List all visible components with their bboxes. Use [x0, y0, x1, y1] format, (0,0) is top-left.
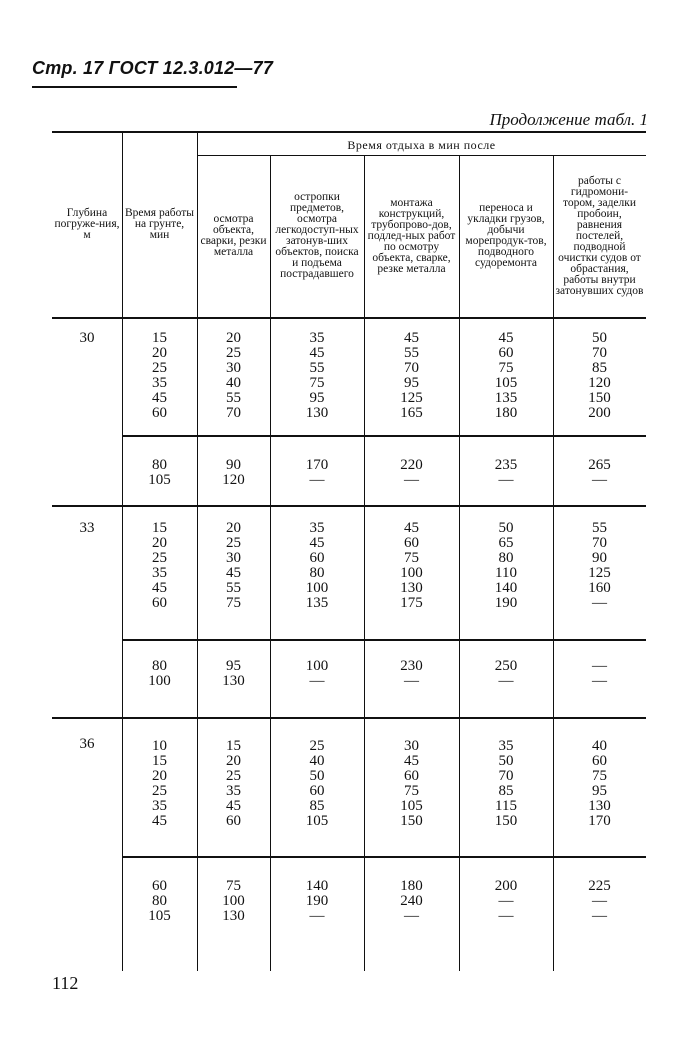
table-value: 45 — [152, 580, 167, 596]
table-value: 60 — [152, 595, 167, 611]
table-value: 60 — [309, 783, 325, 799]
table-value: 125 — [400, 390, 423, 406]
table-value: 100 — [148, 673, 171, 689]
value-cell-c1 — [197, 879, 270, 924]
table-value: 75 — [498, 360, 514, 376]
table-value: — — [498, 673, 514, 689]
table-value: 100 — [305, 580, 329, 596]
table-value: 10 — [152, 738, 167, 754]
header-rule — [32, 86, 237, 88]
table-value: 40 — [592, 738, 607, 754]
value-cell-c5 — [553, 879, 646, 924]
table-value: 235 — [494, 457, 518, 473]
value-cell-c5 — [553, 521, 646, 611]
value-cell-c3 — [364, 331, 459, 421]
table-value: 60 — [404, 768, 419, 784]
column-header-7 — [555, 157, 644, 315]
header-bottom-rule — [52, 317, 646, 319]
table-value: 55 — [592, 520, 607, 536]
table-value: 20 — [226, 330, 241, 346]
table-value: 230 — [400, 658, 423, 674]
column-header-label: работы с гидромони-тором, заделки пробоин, равнения постелей, подводной очистки судов от обрастания, работы внутри затонувших судов — [555, 174, 644, 297]
table-value: 110 — [495, 565, 517, 581]
table-value: 45 — [404, 520, 419, 536]
table-value: 25 — [152, 783, 167, 799]
page-header: Стр. 17 ГОСТ 12.3.012—77 — [32, 58, 274, 78]
table-value: 15 — [226, 738, 241, 754]
table-value: 130 — [400, 580, 423, 596]
table-value: 225 — [588, 878, 611, 894]
table-value: 20 — [226, 753, 241, 769]
table-value: 70 — [592, 535, 607, 551]
table-value: — — [309, 908, 325, 924]
top-header-caption: Время отдыха в мин после — [347, 138, 496, 152]
table-value: 60 — [309, 550, 325, 566]
value-cell-c5 — [553, 659, 646, 689]
table-value: — — [592, 472, 607, 488]
table-value: 25 — [152, 550, 167, 566]
column-header-4 — [272, 157, 362, 315]
table-value: 15 — [152, 520, 167, 536]
body-column-divider — [122, 317, 123, 971]
table-value: 190 — [494, 595, 518, 611]
table-value: 150 — [400, 813, 423, 829]
column-header-6 — [461, 157, 551, 315]
table-value: 120 — [588, 375, 611, 391]
table-value: 265 — [588, 457, 611, 473]
table-value: 60 — [152, 405, 167, 421]
table-value: 100 — [305, 658, 329, 674]
value-cell-c4 — [459, 458, 553, 488]
table-value: 120 — [222, 472, 245, 488]
table-value: 25 — [226, 768, 241, 784]
table-value: 150 — [588, 390, 611, 406]
table-value: 15 — [152, 330, 167, 346]
table-value: 45 — [404, 753, 419, 769]
depth-value: 36 — [79, 736, 95, 752]
table-value: 85 — [498, 783, 514, 799]
table-value: 55 — [226, 390, 241, 406]
value-cell-c2 — [270, 659, 364, 689]
table-value: 60 — [498, 345, 514, 361]
column-header-1 — [54, 133, 120, 315]
table-value: 180 — [400, 878, 423, 894]
table-value: 250 — [494, 658, 518, 674]
column-header-5 — [366, 157, 457, 315]
table-value: 105 — [305, 813, 329, 829]
table-value: — — [404, 673, 419, 689]
table-value: 160 — [588, 580, 611, 596]
table-value: 130 — [222, 908, 245, 924]
table-value: 140 — [305, 878, 329, 894]
value-cell-c1 — [197, 659, 270, 689]
table-continuation-label: Продолжение табл. 1 — [489, 110, 648, 129]
value-cell-time — [122, 739, 197, 829]
table-value: 50 — [498, 753, 514, 769]
table-value: 85 — [592, 360, 607, 376]
table-value: 130 — [588, 798, 611, 814]
table-value: 80 — [152, 893, 167, 909]
value-cell-c1 — [197, 739, 270, 829]
value-cell-c5 — [553, 739, 646, 829]
body-column-divider — [270, 317, 271, 971]
table-value: — — [309, 472, 325, 488]
header-column-divider — [553, 155, 554, 317]
value-cell-c3 — [364, 521, 459, 611]
table-value: 45 — [152, 390, 167, 406]
value-cell-c1 — [197, 521, 270, 611]
table-value: 105 — [148, 908, 171, 924]
table-value: 25 — [309, 738, 325, 754]
value-cell-c5 — [553, 331, 646, 421]
table-value: 30 — [404, 738, 419, 754]
table-value: 75 — [404, 783, 419, 799]
table-value: 80 — [152, 658, 167, 674]
table-value: 95 — [592, 783, 607, 799]
table-value: 55 — [309, 360, 325, 376]
table-value: 55 — [226, 580, 241, 596]
table-value: 35 — [152, 565, 167, 581]
depth-value: 30 — [79, 330, 95, 346]
header-column-divider — [122, 131, 123, 317]
table-value: 130 — [222, 673, 245, 689]
value-cell-c3 — [364, 458, 459, 488]
table-value: 85 — [309, 798, 325, 814]
table-value: 70 — [498, 768, 514, 784]
table-value: 35 — [152, 375, 167, 391]
table-value: 60 — [404, 535, 419, 551]
value-cell-c4 — [459, 521, 553, 611]
table-value: 190 — [305, 893, 329, 909]
table-value: 35 — [309, 520, 325, 536]
table-value: 55 — [404, 345, 419, 361]
table-value: 150 — [494, 813, 518, 829]
value-cell-c2 — [270, 521, 364, 611]
table-value: 70 — [592, 345, 607, 361]
table-value: 80 — [498, 550, 514, 566]
value-cell-c2 — [270, 879, 364, 924]
value-cell-c1 — [197, 331, 270, 421]
depth-value: 33 — [79, 520, 95, 536]
column-header-label: Время работы на грунте, мин — [124, 206, 195, 241]
body-column-divider — [364, 317, 365, 971]
table-value: 105 — [494, 375, 518, 391]
table-value: 30 — [226, 360, 241, 376]
column-header-label: Глубина погруже-ния, м — [54, 206, 120, 241]
table-value: — — [498, 893, 514, 909]
table-value: 90 — [226, 457, 241, 473]
table-value: 135 — [305, 595, 329, 611]
table-value: 130 — [305, 405, 329, 421]
table-value: 45 — [226, 798, 241, 814]
value-cell-time — [122, 458, 197, 488]
table-value: 65 — [498, 535, 514, 551]
table-value: 45 — [309, 535, 325, 551]
value-cell-time — [122, 521, 197, 611]
table-value: 35 — [309, 330, 325, 346]
rest-time-table — [52, 131, 646, 971]
table-value: 20 — [152, 535, 167, 551]
column-header-label: осмотра объекта, сварки, резки металла — [200, 213, 267, 258]
table-value: 35 — [226, 783, 241, 799]
table-value: 20 — [226, 520, 241, 536]
table-value: — — [498, 908, 514, 924]
table-value: 135 — [494, 390, 518, 406]
table-value: — — [309, 673, 325, 689]
table-value: 90 — [592, 550, 607, 566]
value-cell-c2 — [270, 739, 364, 829]
column-header-3 — [199, 157, 268, 315]
value-cell-c3 — [364, 739, 459, 829]
table-value: 70 — [404, 360, 419, 376]
column-header-2 — [124, 133, 195, 315]
header-column-divider — [197, 131, 198, 317]
top-header-rule — [197, 155, 646, 156]
table-value: — — [592, 673, 607, 689]
table-value: 45 — [404, 330, 419, 346]
table-value: 240 — [400, 893, 423, 909]
table-value: 20 — [152, 345, 167, 361]
value-cell-time — [122, 879, 197, 924]
table-value: 175 — [400, 595, 423, 611]
table-value: 30 — [226, 550, 241, 566]
table-value: 125 — [588, 565, 611, 581]
header-column-divider — [364, 155, 365, 317]
table-value: 45 — [226, 565, 241, 581]
body-column-divider — [553, 317, 554, 971]
table-value: 200 — [494, 878, 518, 894]
value-cell-c3 — [364, 879, 459, 924]
table-value: — — [592, 908, 607, 924]
page-number: 112 — [52, 973, 79, 993]
table-value: 115 — [495, 798, 517, 814]
table-value: 95 — [404, 375, 419, 391]
value-cell-time — [122, 331, 197, 421]
table-value: 105 — [400, 798, 423, 814]
table-value: 70 — [226, 405, 241, 421]
body-column-divider — [197, 317, 198, 971]
table-value: 45 — [152, 813, 167, 829]
table-value: 35 — [152, 798, 167, 814]
column-header-label: переноса и укладки грузов, добычи морепродук-тов, подводного судоремонта — [465, 202, 547, 269]
table-value: 100 — [400, 565, 423, 581]
table-value: — — [498, 472, 514, 488]
table-value: — — [592, 893, 607, 909]
block-separator-rule — [122, 856, 646, 858]
table-value: 75 — [226, 595, 241, 611]
table-value: 140 — [494, 580, 518, 596]
table-value: 95 — [309, 390, 325, 406]
table-value: 95 — [226, 658, 241, 674]
table-value: 180 — [494, 405, 518, 421]
table-value: 45 — [498, 330, 514, 346]
table-value: 75 — [309, 375, 325, 391]
table-value: 165 — [400, 405, 423, 421]
table-value: 45 — [309, 345, 325, 361]
table-value: 80 — [309, 565, 325, 581]
value-cell-c4 — [459, 879, 553, 924]
value-cell-c5 — [553, 458, 646, 488]
table-value: 200 — [588, 405, 611, 421]
table-value: 50 — [309, 768, 325, 784]
table-value: — — [592, 595, 607, 611]
table-value: — — [404, 472, 419, 488]
table-value: 80 — [152, 457, 167, 473]
value-cell-c2 — [270, 458, 364, 488]
table-value: 60 — [152, 878, 167, 894]
table-value: 15 — [152, 753, 167, 769]
table-value: 25 — [152, 360, 167, 376]
table-value: 105 — [148, 472, 171, 488]
table-value: 50 — [498, 520, 514, 536]
table-value: 75 — [592, 768, 607, 784]
column-header-label: монтажа конструкций, трубопрово-дов, подлед-ных работ по осмотру объекта, сварке, резке металла — [367, 196, 456, 275]
table-value: 170 — [588, 813, 611, 829]
header-column-divider — [270, 155, 271, 317]
table-value: 40 — [309, 753, 325, 769]
column-header-label: остропки предметов, осмотра легкодоступ-ных затонув-ших объектов, поиска и подъема пострадавшего — [275, 191, 359, 280]
value-cell-c2 — [270, 331, 364, 421]
block-separator-rule — [122, 435, 646, 437]
table-value: — — [404, 908, 419, 924]
table-value: 170 — [305, 457, 329, 473]
table-value: 40 — [226, 375, 241, 391]
table-value: 60 — [592, 753, 607, 769]
body-column-divider — [459, 317, 460, 971]
table-value: 60 — [226, 813, 241, 829]
table-value: 25 — [226, 345, 241, 361]
table-value: 100 — [222, 893, 245, 909]
table-value: 20 — [152, 768, 167, 784]
table-value: 75 — [404, 550, 419, 566]
value-cell-c3 — [364, 659, 459, 689]
table-value: 220 — [400, 457, 423, 473]
table-value: 25 — [226, 535, 241, 551]
table-value: 35 — [498, 738, 514, 754]
table-value: 50 — [592, 330, 607, 346]
table-value: — — [592, 658, 607, 674]
value-cell-c4 — [459, 739, 553, 829]
block-separator-rule — [122, 639, 646, 641]
value-cell-c4 — [459, 331, 553, 421]
value-cell-c1 — [197, 458, 270, 488]
header-column-divider — [459, 155, 460, 317]
group-separator-rule — [52, 717, 646, 719]
group-separator-rule — [52, 505, 646, 507]
value-cell-time — [122, 659, 197, 689]
value-cell-c4 — [459, 659, 553, 689]
table-value: 75 — [226, 878, 241, 894]
